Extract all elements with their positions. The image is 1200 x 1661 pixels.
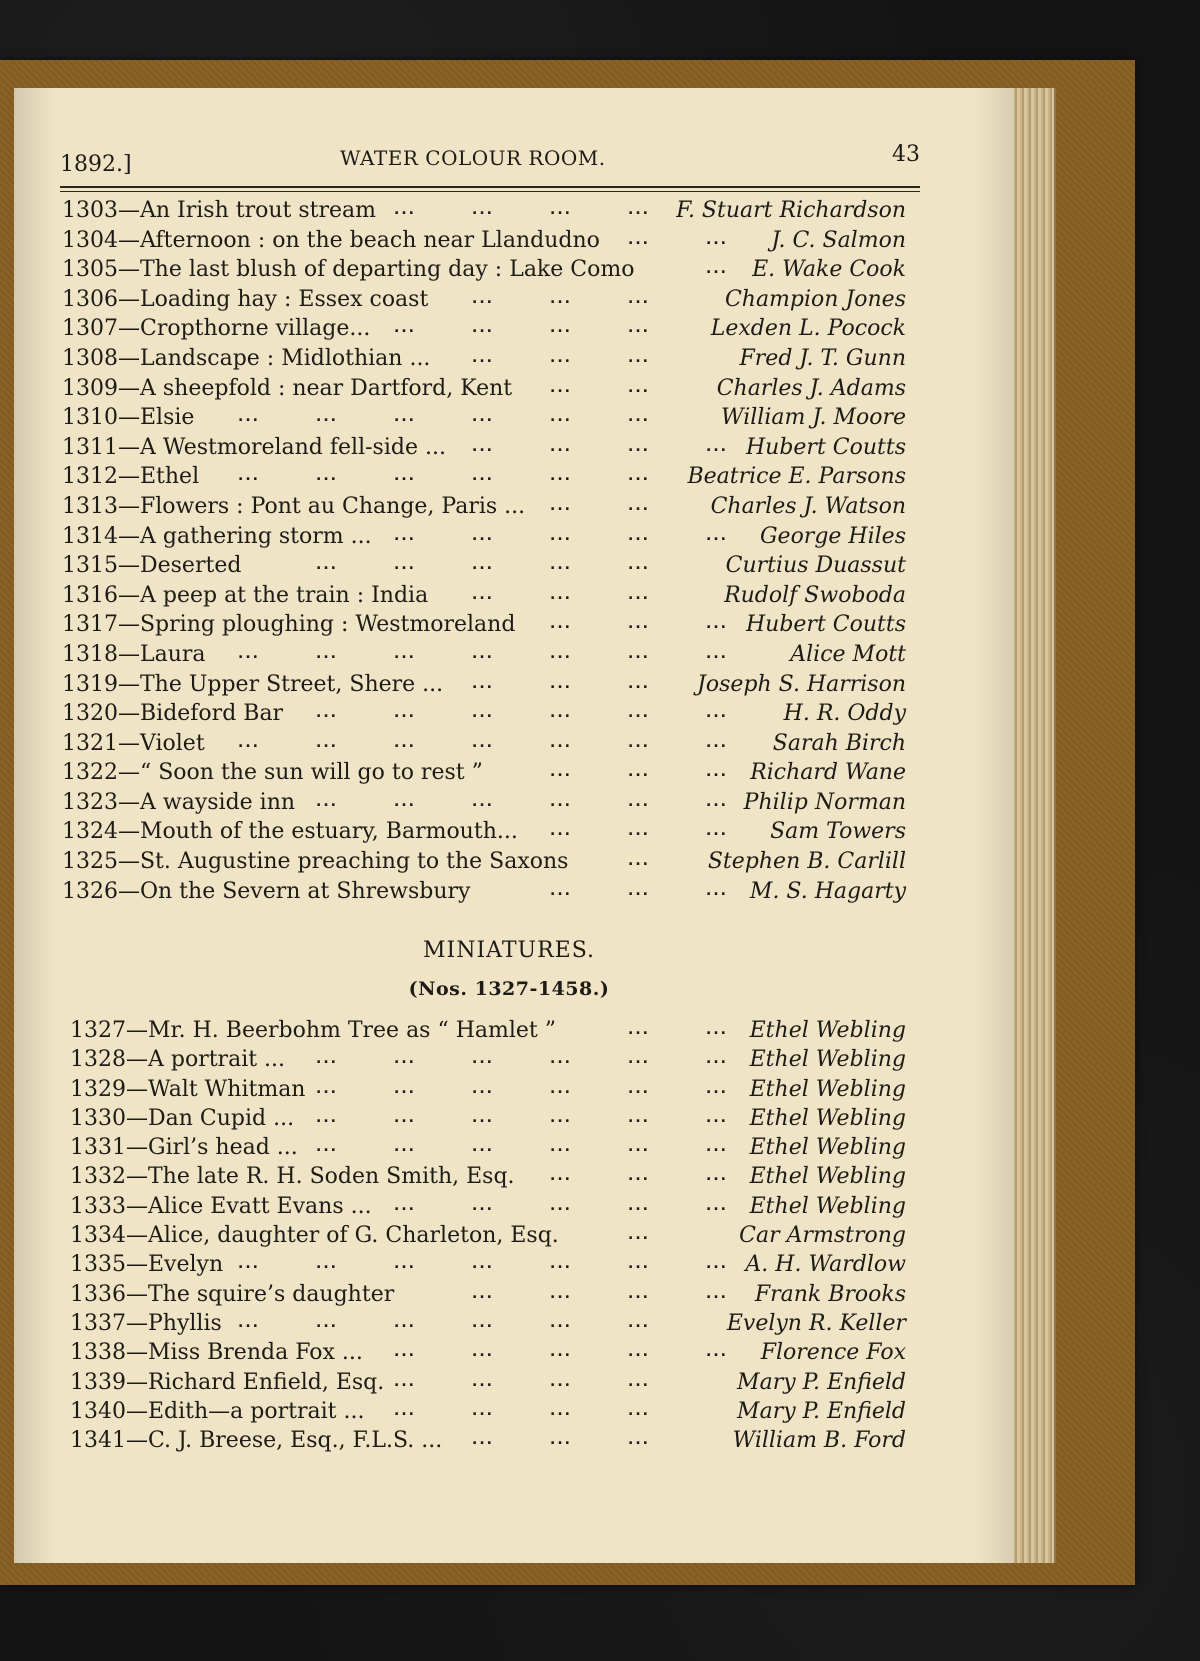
entry-artist: Ethel Webling <box>749 1047 906 1073</box>
catalogue-entry: 1320—Bideford Bar ... ... ... ... ... ... H. R. Oddy <box>14 699 1014 729</box>
entry-title: 1310—Elsie <box>62 405 195 431</box>
entry-title: 1304—Afternoon : on the beach near Llandudno <box>62 227 600 253</box>
catalogue-page <box>14 88 1014 1563</box>
entry-artist: Hubert Coutts <box>745 612 906 638</box>
entry-title: 1328—A portrait ... <box>70 1047 286 1073</box>
entry-artist: Florence Fox <box>760 1340 906 1366</box>
entry-title: 1340—Edith—a portrait ... <box>70 1398 365 1424</box>
catalogue-entry: 1307—Cropthorne village... ... ... ... ... Lexden L. Pocock <box>14 314 1014 344</box>
catalogue-entry: 1335—Evelyn ... ... ... ... ... ... ... A. H. Wardlow <box>14 1250 1014 1279</box>
catalogue-entry: 1317—Spring ploughing : Westmoreland ... ... ... Hubert Coutts <box>14 610 1014 640</box>
entry-artist: Sam Towers <box>770 819 906 845</box>
header-rule-thin <box>60 191 920 192</box>
entry-title: 1319—The Upper Street, Shere ... <box>62 671 444 697</box>
entry-artist: Frank Brooks <box>754 1281 906 1307</box>
entry-title: 1326—On the Severn at Shrewsbury <box>62 878 471 904</box>
entry-title: 1338—Miss Brenda Fox ... <box>70 1340 363 1366</box>
entry-artist: Alice Mott <box>790 641 906 667</box>
entry-artist: Mary P. Enfield <box>737 1398 906 1424</box>
entry-title: 1320—Bideford Bar <box>62 701 284 727</box>
entry-title: 1311—A Westmoreland fell-side ... <box>62 434 446 460</box>
entry-artist: Hubert Coutts <box>745 434 906 460</box>
catalogue-entry: 1336—The squire’s daughter ... ... ... ... Frank Brooks <box>14 1280 1014 1309</box>
entry-title: 1314—A gathering storm ... <box>62 523 372 549</box>
entry-artist: William B. Ford <box>732 1428 906 1454</box>
catalogue-entry: 1308—Landscape : Midlothian ... ... ... ... Fred J. T. Gunn <box>14 344 1014 374</box>
catalogue-entry: 1322—“ Soon the sun will go to rest ” ... ... ... Richard Wane <box>14 758 1014 788</box>
miniatures-list <box>14 1016 1014 1455</box>
entry-title: 1325—St. Augustine preaching to the Saxons <box>62 849 569 875</box>
entry-artist: Curtius Duassut <box>725 553 906 579</box>
entry-title: 1316—A peep at the train : India <box>62 582 429 608</box>
entry-artist: Car Armstrong <box>739 1223 906 1249</box>
catalogue-entry: 1341—C. J. Breese, Esq., F.L.S. ... ... ... ... William B. Ford <box>14 1426 1014 1455</box>
entry-title: 1318—Laura <box>62 641 206 667</box>
water-colour-list <box>14 196 1014 906</box>
entry-artist: Philip Norman <box>743 789 906 815</box>
entry-artist: Ethel Webling <box>749 1018 906 1043</box>
catalogue-entry: 1331—Girl’s head ... ... ... ... ... ... ... Ethel Webling <box>14 1133 1014 1162</box>
catalogue-entry: 1305—The last blush of departing day : Lake Como ... E. Wake Cook <box>14 255 1014 285</box>
entry-artist: Champion Jones <box>724 286 906 312</box>
entry-title: 1306—Loading hay : Essex coast <box>62 286 429 312</box>
entry-artist: George Hiles <box>759 523 906 549</box>
catalogue-entry: 1319—The Upper Street, Shere ... ... ... ... Joseph S. Harrison <box>14 670 1014 700</box>
entry-title: 1327—Mr. H. Beerbohm Tree as “ Hamlet ” <box>70 1018 557 1043</box>
catalogue-entry: 1314—A gathering storm ... ... ... ... ... ... George Hiles <box>14 522 1014 552</box>
header-title: WATER COLOUR ROOM. <box>340 146 606 170</box>
catalogue-entry: 1339—Richard Enfield, Esq. ... ... ... ... Mary P. Enfield <box>14 1368 1014 1397</box>
catalogue-entry: 1315—Deserted ... ... ... ... ... Curtius Duassut <box>14 551 1014 581</box>
entry-title: 1336—The squire’s daughter <box>70 1281 395 1307</box>
entry-title: 1303—An Irish trout stream <box>62 198 376 223</box>
entry-artist: F. Stuart Richardson <box>676 198 906 223</box>
running-header <box>60 142 920 186</box>
entry-artist: Rudolf Swoboda <box>724 582 906 608</box>
entry-title: 1333—Alice Evatt Evans ... <box>70 1193 372 1219</box>
catalogue-entry: 1324—Mouth of the estuary, Barmouth... ... ... ... Sam Towers <box>14 817 1014 847</box>
entry-title: 1317—Spring ploughing : Westmoreland <box>62 612 516 638</box>
page-edges <box>1008 88 1056 1563</box>
entry-title: 1323—A wayside inn <box>62 789 296 815</box>
entry-title: 1321—Violet <box>62 730 205 756</box>
entry-artist: Evelyn R. Keller <box>726 1310 906 1336</box>
entry-title: 1312—Ethel <box>62 464 200 490</box>
entry-title: 1339—Richard Enfield, Esq. <box>70 1369 385 1395</box>
entry-title: 1337—Phyllis <box>70 1310 222 1336</box>
entry-artist: Charles J. Watson <box>710 493 906 519</box>
entry-artist: M. S. Hagarty <box>749 878 906 904</box>
entry-title: 1324—Mouth of the estuary, Barmouth... <box>62 819 518 845</box>
entry-title: 1322—“ Soon the sun will go to rest ” <box>62 760 483 786</box>
catalogue-entry: 1304—Afternoon : on the beach near Llandudno ... ... J. C. Salmon <box>14 226 1014 256</box>
catalogue-entry: 1318—Laura ... ... ... ... ... ... ... Alice Mott <box>14 640 1014 670</box>
entry-title: 1313—Flowers : Pont au Change, Paris ... <box>62 493 526 519</box>
catalogue-entry: 1332—The late R. H. Soden Smith, Esq. ... ... ... Ethel Webling <box>14 1162 1014 1191</box>
catalogue-entry: 1303—An Irish trout stream ... ... ... ... F. Stuart Richardson <box>14 196 1014 226</box>
entry-artist: Stephen B. Carlill <box>707 849 906 875</box>
entry-title: 1315—Deserted <box>62 553 242 579</box>
entry-artist: J. C. Salmon <box>771 227 906 253</box>
entry-artist: Charles J. Adams <box>716 375 906 401</box>
catalogue-entry: 1312—Ethel ... ... ... ... ... ... Beatrice E. Parsons <box>14 462 1014 492</box>
entry-artist: William J. Moore <box>721 405 906 431</box>
entry-title: 1331—Girl’s head ... <box>70 1135 298 1161</box>
catalogue-entry: 1327—Mr. H. Beerbohm Tree as “ Hamlet ” ... ... Ethel Webling <box>14 1016 1014 1045</box>
entry-artist: Sarah Birch <box>772 730 906 756</box>
entry-artist: Lexden L. Pocock <box>710 316 906 342</box>
section-subtitle: (Nos. 1327-1458.) <box>408 978 610 1000</box>
entry-artist: Joseph S. Harrison <box>697 671 906 697</box>
catalogue-entry: 1313—Flowers : Pont au Change, Paris ... ... ... Charles J. Watson <box>14 492 1014 522</box>
entry-artist: Ethel Webling <box>749 1135 906 1161</box>
entry-title: 1309—A sheepfold : near Dartford, Kent <box>62 375 513 401</box>
entry-artist: E. Wake Cook <box>752 257 906 283</box>
entry-title: 1341—C. J. Breese, Esq., F.L.S. ... <box>70 1428 443 1454</box>
entry-artist: Ethel Webling <box>749 1076 906 1102</box>
entry-artist: Ethel Webling <box>749 1105 906 1131</box>
entry-title: 1305—The last blush of departing day : Lake Como <box>62 257 635 283</box>
catalogue-entry: 1333—Alice Evatt Evans ... ... ... ... ... ... Ethel Webling <box>14 1192 1014 1221</box>
catalogue-entry: 1309—A sheepfold : near Dartford, Kent ... ... Charles J. Adams <box>14 374 1014 404</box>
entry-artist: Ethel Webling <box>749 1164 906 1190</box>
catalogue-entry: 1321—Violet ... ... ... ... ... ... ... Sarah Birch <box>14 729 1014 759</box>
entry-title: 1334—Alice, daughter of G. Charleton, Esq. <box>70 1223 559 1249</box>
entry-artist: Beatrice E. Parsons <box>687 464 906 490</box>
catalogue-entry: 1330—Dan Cupid ... ... ... ... ... ... ... Ethel Webling <box>14 1104 1014 1133</box>
entry-artist: Ethel Webling <box>749 1193 906 1219</box>
entry-artist: H. R. Oddy <box>783 701 906 727</box>
catalogue-entry: 1325—St. Augustine preaching to the Saxons ... Stephen B. Carlill <box>14 847 1014 877</box>
entry-title: 1329—Walt Whitman <box>70 1076 306 1102</box>
entry-artist: A. H. Wardlow <box>745 1252 906 1278</box>
header-rule <box>60 186 920 188</box>
entry-title: 1308—Landscape : Midlothian ... <box>62 345 431 371</box>
section-title: MINIATURES. <box>423 938 595 963</box>
entry-artist: Mary P. Enfield <box>737 1369 906 1395</box>
page-number: 43 <box>892 142 920 167</box>
entry-title: 1307—Cropthorne village... <box>62 316 371 342</box>
catalogue-entry: 1316—A peep at the train : India ... ... ... Rudolf Swoboda <box>14 581 1014 611</box>
entry-title: 1335—Evelyn <box>70 1252 224 1278</box>
catalogue-entry: 1326—On the Severn at Shrewsbury ... ... ... M. S. Hagarty <box>14 877 1014 907</box>
entry-title: 1330—Dan Cupid ... <box>70 1105 295 1131</box>
catalogue-entry: 1329—Walt Whitman ... ... ... ... ... ... Ethel Webling <box>14 1075 1014 1104</box>
catalogue-entry: 1311—A Westmoreland fell-side ... ... ... ... ... Hubert Coutts <box>14 433 1014 463</box>
catalogue-entry: 1338—Miss Brenda Fox ... ... ... ... ... ... Florence Fox <box>14 1338 1014 1367</box>
catalogue-entry: 1328—A portrait ... ... ... ... ... ... ... Ethel Webling <box>14 1045 1014 1074</box>
entry-artist: Fred J. T. Gunn <box>739 345 906 371</box>
catalogue-entry: 1337—Phyllis ... ... ... ... ... ... Evelyn R. Keller <box>14 1309 1014 1338</box>
catalogue-entry: 1323—A wayside inn ... ... ... ... ... ... Philip Norman <box>14 788 1014 818</box>
catalogue-entry: 1306—Loading hay : Essex coast ... ... ... Champion Jones <box>14 285 1014 315</box>
entry-artist: Richard Wane <box>750 760 906 786</box>
catalogue-entry: 1340—Edith—a portrait ... ... ... ... ... Mary P. Enfield <box>14 1397 1014 1426</box>
entry-title: 1332—The late R. H. Soden Smith, Esq. <box>70 1164 515 1190</box>
catalogue-entry: 1334—Alice, daughter of G. Charleton, Esq. ... Car Armstrong <box>14 1221 1014 1250</box>
header-year: 1892.] <box>60 152 132 177</box>
catalogue-entry: 1310—Elsie ... ... ... ... ... ... William J. Moore <box>14 403 1014 433</box>
